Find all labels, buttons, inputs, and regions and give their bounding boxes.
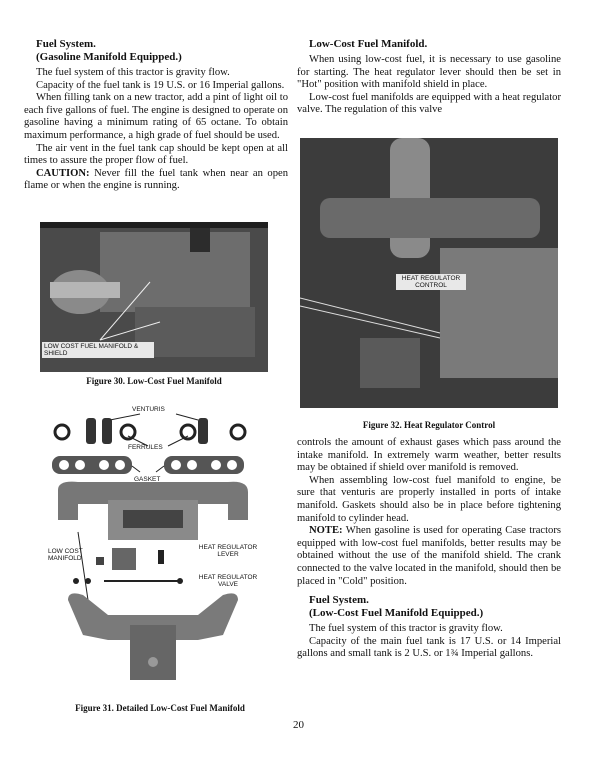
- left-column-text: [24, 38, 288, 193]
- paragraph-gasoline-starting: When using low-cost fuel, it is necessary to use gasoline for starting. The heat regulator lever should then be set in "Hot" position with manifold shield in place.: [297, 54, 561, 91]
- paragraph-air-vent: The air vent in the fuel tank cap should be kept open at all times to assure the proper flow of fuel.: [24, 142, 288, 167]
- paragraph-tank-capacity: Capacity of the fuel tank is 19 U.S. or 16 Imperial gallons.: [36, 79, 285, 91]
- paragraph-gravity-flow-2: The fuel system of this tractor is gravity flow.: [309, 623, 503, 635]
- figure-31-diagram: [48, 400, 278, 700]
- heading-fuel-system-low-cost: Fuel System.: [309, 594, 369, 607]
- figure-32-tag: HEAT REGULATOR CONTROL: [396, 274, 466, 290]
- heading-low-cost-manifold: Low-Cost Fuel Manifold.: [309, 38, 428, 50]
- paragraph-heat-regulator: Low-cost fuel manifolds are equipped with a heat regulator valve. The regulation of this valve: [297, 91, 561, 116]
- heading-gasoline-equipped: (Gasoline Manifold Equipped.): [36, 51, 182, 63]
- paragraph-filling-tank: When filling tank on a new tractor, add a pint of light oil to each five gallons of fuel. The engine is designed to operate on gasoline having a minimum rating of 65 octane. To obtain maximum performance, a high grade of fuel should be used.: [24, 92, 288, 141]
- figure-30-tag: LOW COST FUEL MANIFOLD & SHIELD: [42, 342, 154, 358]
- note-label: NOTE:: [309, 525, 343, 537]
- caution-text: Never fill the fuel tank when near an open flame or when the engine is running.: [24, 167, 288, 192]
- heading-low-cost-equipped: (Low-Cost Fuel Manifold Equipped.): [309, 607, 484, 620]
- figure-32-photo: [300, 138, 558, 408]
- caution-label: CAUTION:: [36, 167, 90, 179]
- heat-regulator-image: [300, 138, 558, 408]
- label-venturis: VENTURIS: [132, 406, 165, 413]
- label-heat-regulator-valve: HEAT REGULATOR VALVE: [198, 574, 258, 588]
- note-text: When gasoline is used for operating Case tractors equipped with low-cost fuel manifolds, better results may be obtained without the use of the manifold shield. The crank connected to the valve located in the manifold, should then be placed in "Cold" position.: [297, 525, 561, 587]
- page-number: 20: [293, 719, 304, 731]
- figure-30-caption: Figure 30. Low-Cost Fuel Manifold: [86, 376, 222, 386]
- heading-fuel-system: Fuel System.: [36, 38, 96, 50]
- figure-31-caption: Figure 31. Detailed Low-Cost Fuel Manifold: [75, 703, 245, 713]
- right-column-top-text: [297, 38, 561, 117]
- paragraph-assembling: When assembling low-cost fuel manifold to engine, be sure that venturis are properly installed in ports of intake manifold. Gaskets should also be in place before tightening manifold to cylinder head.: [297, 474, 561, 524]
- right-column-bottom-text: [297, 437, 561, 661]
- label-heat-regulator-lever: HEAT REGULATOR LEVER: [198, 544, 258, 558]
- label-low-cost-manifold: LOW COST MANIFOLD: [48, 548, 83, 562]
- paragraph-main-tank-capacity: Capacity of the main fuel tank is 17 U.S. or 14 Imperial gallons and small tank is 2 U.S. or 1¾ Imperial gallons.: [297, 635, 561, 660]
- label-ferrules: FERRULES: [128, 444, 163, 451]
- figure-30-photo: [40, 222, 268, 372]
- paragraph-gravity-flow: The fuel system of this tractor is gravity flow.: [36, 67, 230, 78]
- figure-32-caption: Figure 32. Heat Regulator Control: [362, 420, 496, 430]
- paragraph-note: [297, 525, 561, 588]
- label-gasket: GASKET: [134, 476, 161, 483]
- paragraph-exhaust-gases: controls the amount of exhaust gases which pass around the intake manifold. In extremely warm weather, better results may be obtained if shield over manifold is removed.: [297, 437, 561, 474]
- paragraph-caution: [24, 168, 288, 193]
